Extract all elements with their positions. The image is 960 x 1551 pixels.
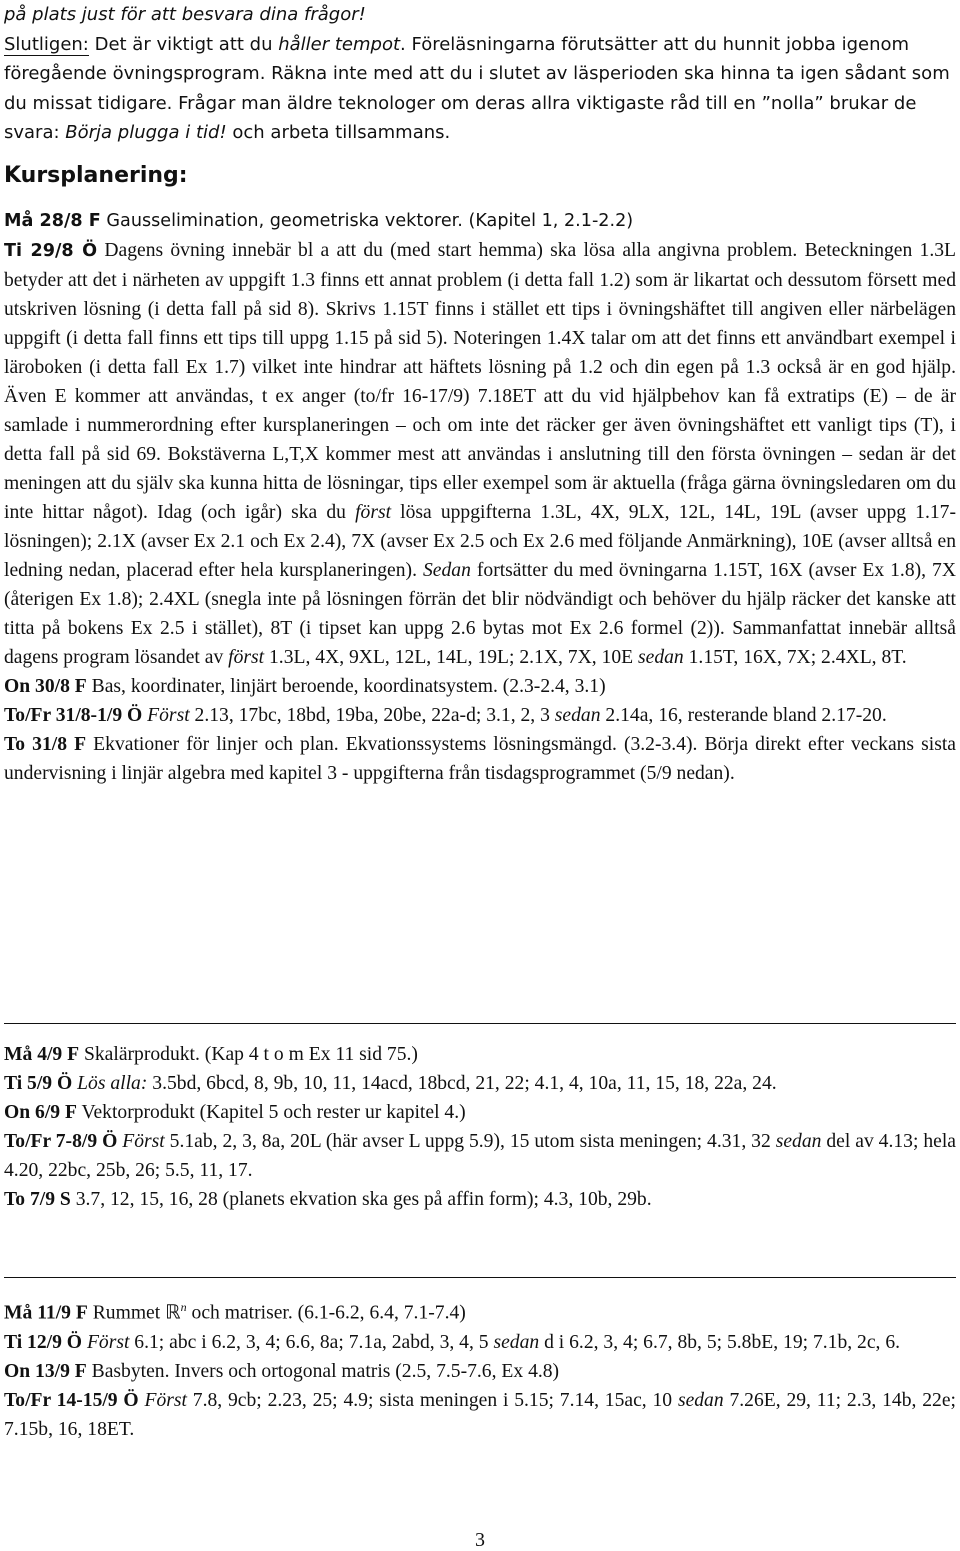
entry-emphasis: Först — [147, 705, 190, 726]
entry-text: och matriser. (6.1-6.2, 6.4, 7.1-7.4) — [186, 1302, 466, 1324]
entry-emphasis: sedan — [554, 705, 601, 726]
entry-text: Vektorprodukt (Kapitel 5 och rester ur kapitel 4.) — [76, 1102, 466, 1123]
intro-section — [4, 0, 956, 148]
entry-day: To/Fr 7-8/9 Ö — [4, 1131, 118, 1152]
entry-emphasis: Först — [86, 1331, 130, 1353]
schedule-week-2 — [4, 1040, 956, 1214]
entry-text: Ekvationer för linjer och plan. Ekvationssystems lösningsmängd. (3.2-3.4). Börja direkt efter veckans sista undervisning i linjär algebra med kapitel 3 - uppgifterna från tisdagsprogrammet (5/9 nedan). — [4, 734, 956, 784]
entry-ti-5-9 — [4, 1069, 956, 1098]
section-heading: Kursplanering: — [4, 163, 188, 188]
entry-text: del av 4.13; hela 4.20, 22bc, 25b, 26; 5.5, 11, 17. — [4, 1131, 956, 1181]
entry-text: lösa uppgifterna 1.3L, 4X, 9LX, 12L, 14L, 19L (avser uppg 1.17-lösningen); 2.1X (avser Ex 2.1 och Ex 2.4), 7X (avser Ex 2.5 och Ex 2.6 med följande Anmärkning), 10E (avser alltså en ledning nedan, placerad efter hela kursplaneringen). — [4, 502, 956, 581]
entry-text: 1.15T, 16X, 7X; 2.4XL, 8T. — [683, 647, 907, 668]
entry-ti-29-8 — [4, 236, 956, 672]
entry-emphasis: sedan — [638, 647, 684, 668]
intro-text: . Föreläsningarna förutsätter att du hunnit jobba igenom föregående övningsprogram. Räkna inte med att du i slutet av läsperioden ska hinna ta igen sådant som du missat tidigare. Frågar man äldre teknologer om deras allra viktigaste råd till en ”nolla” brukar de svara: — [4, 33, 950, 143]
entry-text: 5.1ab, 2, 3, 8a, 20L (här avser L uppg 5.9), 15 utom sista meningen; 4.31, 32 — [164, 1131, 776, 1152]
entry-text: 7.8, 9cb; 2.23, 25; 4.9; sista meningen i 5.15; 7.14, 15ac, 10 — [186, 1389, 678, 1411]
entry-emphasis: sedan — [677, 1389, 724, 1411]
entry-day: Ti 12/9 Ö — [4, 1331, 83, 1353]
entry-day: To 7/9 S — [4, 1189, 71, 1210]
entry-text: Gausselimination, geometriska vektorer. (Kapitel 1, 2.1-2.2) — [100, 211, 634, 231]
entry-day: Ti 29/8 Ö — [4, 241, 98, 261]
entry-text: Dagens övning innebär bl a att du (med start hemma) ska lösa alla angivna problem. Beteckningen 1.3L betyder att det i närheten av uppgift 1.3 finns ett annat problem (i detta fall 1.2) som är likartat och dessutom försett med utskriven lösning (i detta fall på sid 8). Skrivs 1.15T finns i stället ett tips i övningshäftet till angiven eller närbelägen uppgift (i detta fall finns ett tips till uppg 1.15 på sid 5). Noteringen 1.4X talar om att det finns ett användbart exempel i läroboken (i detta fall Ex 1.7) vilket inte hindrar att häftets lösning på 1.2 och din egen på 1.3 också är en god hjälp. Även E kommer att användas, t ex anger (to/fr 16-17/9) 7.18ET att du vid hjälpbehov kan få extratips (E) – de är samlade i nummerordning efter kursplaneringen – och om inte det räcker ger även övningshäftet ett vanligt tips (T), i detta fall på sid 69. Bokstäverna L,T,X kommer mest att användas i anslutning till den första övningen – sedan är det meningen att du själv ska kunna hitta de lösningar, tips eller exempel som är aktuella (fråga gärna övningsledaren om du inte hittar något). Idag (och igår) ska du — [4, 240, 957, 523]
entry-day: Må 28/8 F — [4, 211, 101, 231]
entry-on-6-9 — [4, 1098, 956, 1127]
intro-text: Det är viktigt att du — [88, 33, 279, 55]
entry-on-30-8 — [4, 672, 956, 701]
finally-label: Slutligen: — [4, 33, 89, 55]
entry-text: Bas, koordinater, linjärt beroende, koordinatsystem. (2.3-2.4, 3.1) — [86, 676, 606, 697]
intro-text: och arbeta tillsammans. — [226, 122, 451, 143]
entry-tofr-31-8 — [4, 701, 956, 730]
intro-emphasis: håller tempot — [278, 33, 401, 55]
entry-day: On 6/9 F — [4, 1102, 77, 1123]
entry-ma-4-9 — [4, 1040, 956, 1069]
entry-tofr-14-15-9 — [4, 1386, 956, 1444]
entry-ti-12-9 — [4, 1328, 956, 1357]
entry-day: On 30/8 F — [4, 676, 87, 697]
exponent-n: n — [180, 1300, 187, 1314]
page-number: 3 — [475, 1529, 485, 1551]
entry-emphasis: sedan — [493, 1331, 540, 1353]
schedule-week-1 — [4, 206, 956, 788]
real-space-symbol: ℝ — [165, 1302, 181, 1324]
entry-to-31-8 — [4, 730, 956, 788]
entry-text: 3.7, 12, 15, 16, 28 (planets ekvation ska ges på affin form); 4.3, 10b, 29b. — [70, 1189, 652, 1210]
section-divider — [4, 1023, 956, 1024]
entry-text: 2.14a, 16, resterande bland 2.17-20. — [600, 705, 887, 726]
entry-text: 3.5bd, 6bcd, 8, 9b, 10, 11, 14acd, 18bcd, 21, 22; 4.1, 4, 10a, 11, 15, 18, 22a, 24. — [147, 1073, 777, 1094]
entry-day: Må 4/9 F — [4, 1044, 80, 1065]
entry-day: Må 11/9 F — [4, 1302, 88, 1324]
schedule-week-3 — [4, 1293, 956, 1444]
entry-text: fortsätter du med övningarna 1.15T, 16X (avser Ex 1.8), 7X (återigen Ex 1.8); 2.4XL (snegla inte på lösningen förrän det blir nödvändigt och behöver du hjälp räcker det kanske att titta på bokens Ex 2.5 i stället), 8T (i tipset kan uppg 2.6 bytas mot Ex 2.6 formel (2)). Sammanfattat innebär alltså dagens program lösandet av — [4, 560, 956, 668]
entry-emphasis: Först — [144, 1389, 187, 1411]
entry-ma-28-8 — [4, 206, 956, 236]
entry-text: Skalärprodukt. (Kap 4 t o m Ex 11 sid 75.) — [79, 1044, 418, 1065]
entry-text: Rummet — [87, 1302, 166, 1324]
entry-text: 6.1; abc i 6.2, 3, 4; 6.6, 8a; 7.1a, 2abd, 3, 4, 5 — [129, 1331, 494, 1353]
entry-text: 1.3L, 4X, 9XL, 12L, 14L, 19L; 2.1X, 7X, 10E — [264, 647, 638, 668]
entry-day: To/Fr 31/8-1/9 Ö — [4, 705, 143, 726]
entry-tofr-7-8-9 — [4, 1127, 956, 1185]
entry-emphasis: först — [228, 647, 265, 668]
entry-text: 7.26E, 29, 11; 2.3, 14b, 22e; 7.15b, 16, 18ET. — [4, 1389, 956, 1440]
entry-to-7-9 — [4, 1185, 956, 1214]
entry-emphasis: Först — [122, 1131, 165, 1152]
entry-day: Ti 5/9 Ö — [4, 1073, 73, 1094]
entry-day: To 31/8 F — [4, 734, 87, 755]
advice-emphasis: Börja plugga i tid! — [65, 122, 227, 143]
entry-on-13-9 — [4, 1357, 956, 1386]
entry-day: To/Fr 14-15/9 Ö — [4, 1389, 139, 1411]
entry-emphasis: först — [355, 502, 392, 523]
intro-paragraph — [4, 30, 956, 148]
entry-ma-11-9 — [4, 1293, 956, 1328]
entry-emphasis: Sedan — [422, 560, 471, 581]
entry-emphasis: Lös alla: — [77, 1073, 148, 1094]
entry-day: On 13/9 F — [4, 1360, 87, 1382]
section-divider — [4, 1277, 956, 1278]
entry-emphasis: sedan — [775, 1131, 822, 1152]
entry-text: Basbyten. Invers och ortogonal matris (2.5, 7.5-7.6, Ex 4.8) — [86, 1360, 560, 1382]
intro-lead: på plats just för att besvara dina frågor! — [4, 4, 366, 25]
entry-text: 2.13, 17bc, 18bd, 19ba, 20be, 22a-d; 3.1, 2, 3 — [189, 705, 555, 726]
entry-text: d i 6.2, 3, 4; 6.7, 8b, 5; 5.8bE, 19; 7.1b, 2c, 6. — [539, 1331, 901, 1353]
